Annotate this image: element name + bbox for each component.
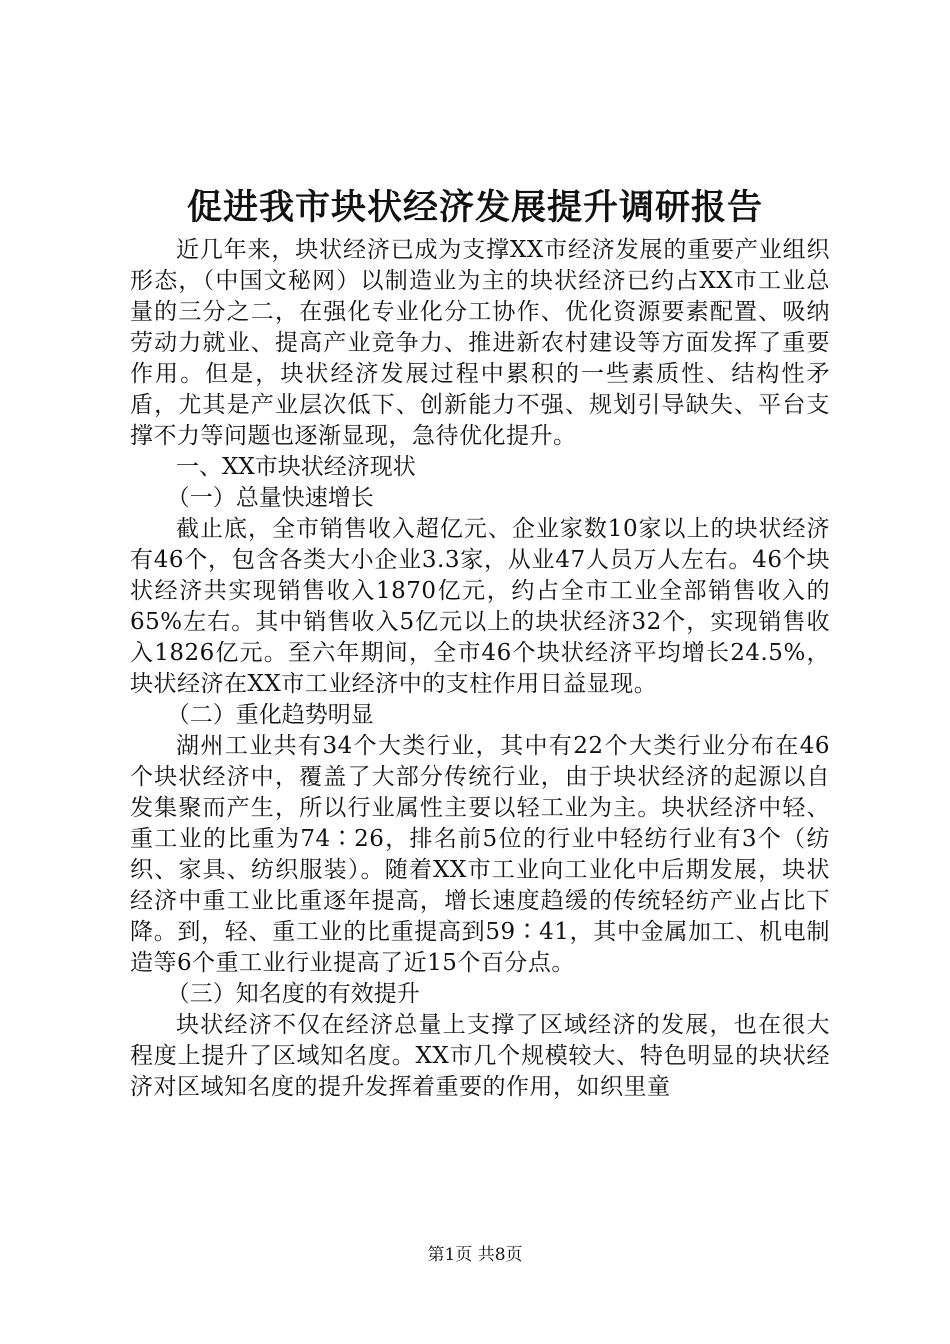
subsection-heading-2: （二）重化趋势明显	[166, 702, 374, 728]
subsection-paragraph-2: 湖州工业共有34个大类行业，其中有22个大类行业分布在46个块状经济中，覆盖了大部分传统行业，由于块状经济的起源以自发集聚而产生，所以行业属性主要以轻工业为主。块状经济中轻、重工业的比重为74∶26，排名前5位的行业中轻纺行业有3个（纺织、家具、纺织服装）。随着XX市工业向工业化中后期发展，块状经济中重工业比重逐年提高，增长速度趋缓的传统轻纺产业占比下降。到，轻、重工业的比重提高到59∶41，其中金属加工、机电制造等6个重工业行业提高了近15个百分点。	[130, 733, 830, 976]
section-heading-1: 一、XX市块状经济现状	[176, 454, 416, 480]
subsection-paragraph-3: 块状经济不仅在经济总量上支撑了区域经济的发展，也在很大程度上提升了区域知名度。XX市几个规模较大、特色明显的块状经济对区域知名度的提升发挥着重要的作用，如织里童	[130, 1012, 830, 1100]
subsection-heading-3: （三）知名度的有效提升	[166, 981, 420, 1007]
intro-paragraph: 近几年来，块状经济已成为支撑XX市经济发展的重要产业组织形态，（中国文秘网）以制造业为主的块状经济已约占XX市工业总量的三分之二，在强化专业化分工协作、优化资源要素配置、吸纳劳动力就业、提高产业竞争力、推进新农村建设等方面发挥了重要作用。但是，块状经济发展过程中累积的一些素质性、结构性矛盾，尤其是产业层次低下、创新能力不强、规划引导缺失、平台支撑不力等问题也逐渐显现，急待优化提升。	[130, 237, 830, 449]
subsection-heading-1: （一）总量快速增长	[166, 485, 374, 511]
document-body	[130, 235, 830, 1103]
subsection-paragraph-1: 截止底，全市销售收入超亿元、企业家数10家以上的块状经济有46个，包含各类大小企业3.3家，从业47人员万人左右。46个块状经济共实现销售收入1870亿元，约占全市工业全部销售收入的65%左右。其中销售收入5亿元以上的块状经济32个，实现销售收入1826亿元。至六年期间，全市46个块状经济平均增长24.5%，块状经济在XX市工业经济中的支柱作用日益显现。	[130, 516, 830, 697]
document-title: 促进我市块状经济发展提升调研报告	[186, 187, 763, 228]
page-number-footer: 第1页 共8页	[427, 1245, 523, 1265]
